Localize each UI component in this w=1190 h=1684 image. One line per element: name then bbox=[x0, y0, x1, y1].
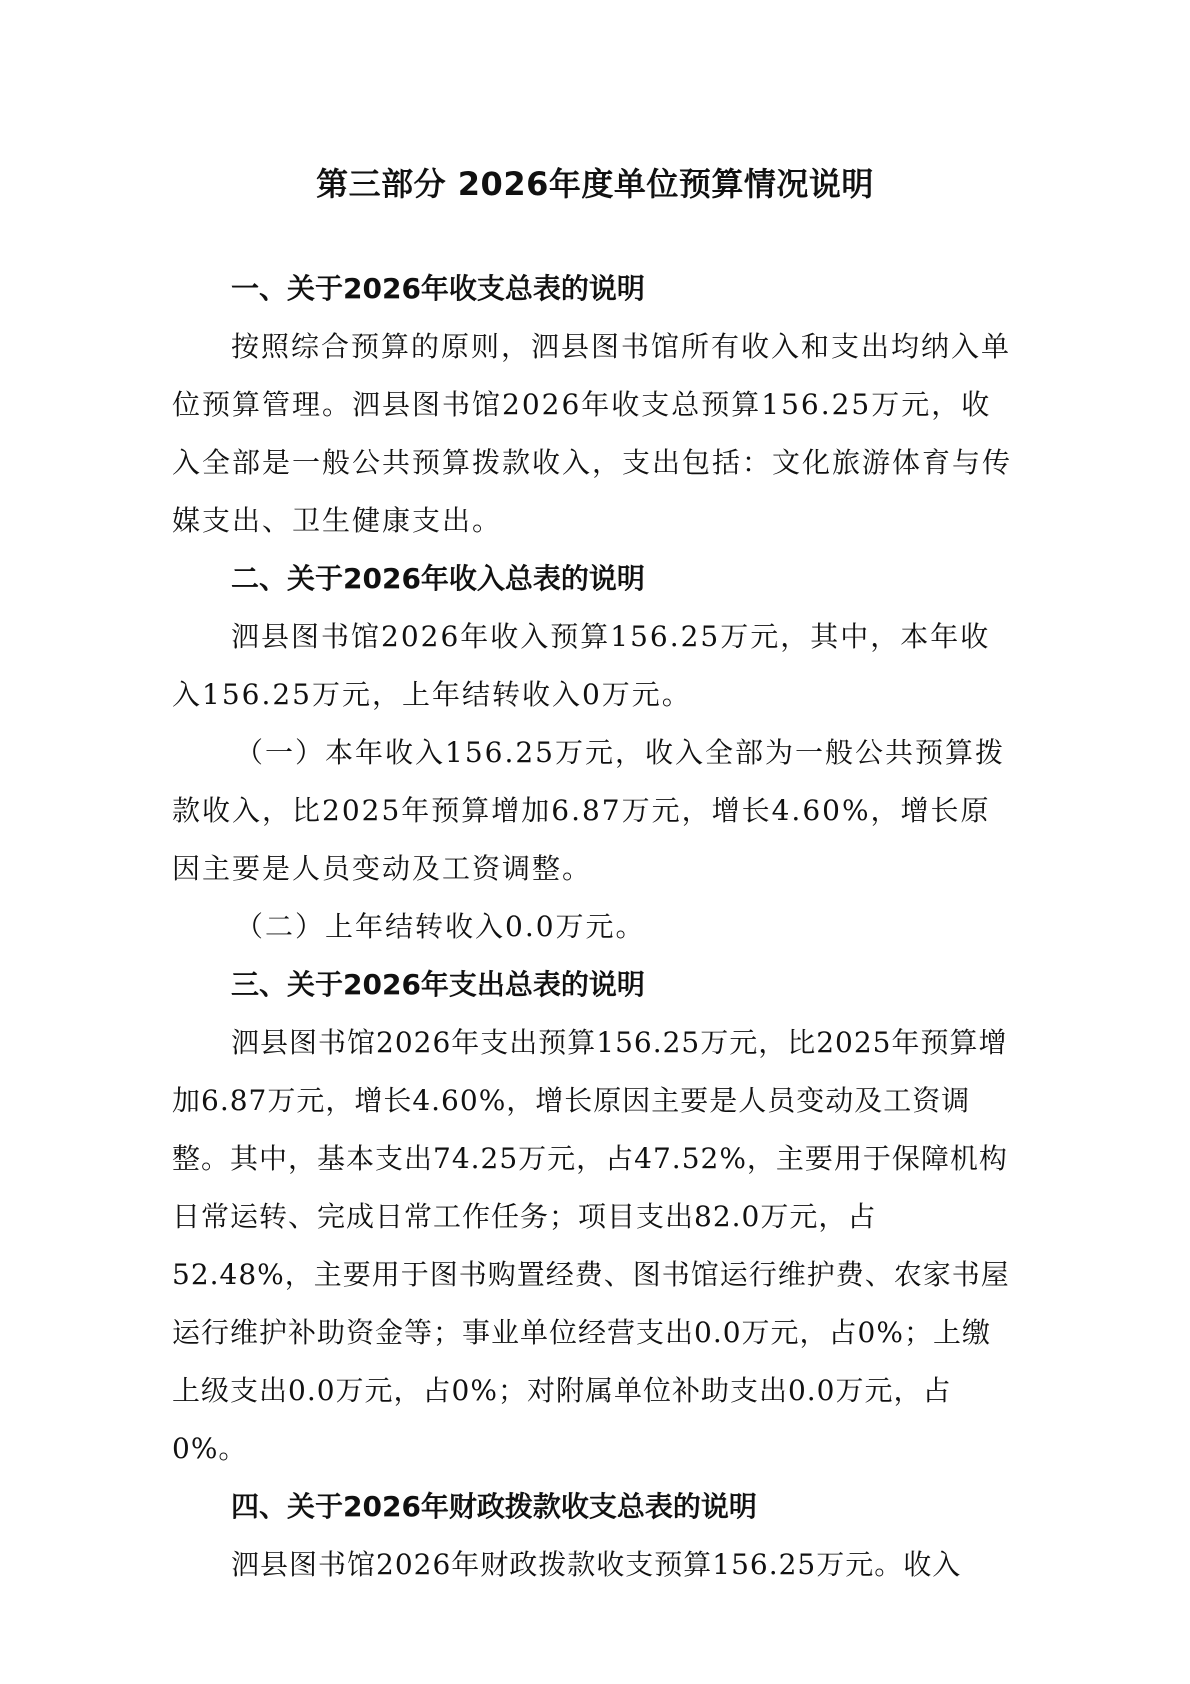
section-heading-3: 三、关于2026年支出总表的说明 bbox=[231, 968, 645, 1001]
section-3-paragraph-1: 泗县图书馆2026年支出预算156.25万元，比2025年预算增加6.87万元，增长4.60%，增长原因主要是人员变动及工资调整。其中，基本支出74.25万元，占47.52%，主要用于保障机构日常运转、完成日常工作任务；项目支出82.0万元，占52.48%，主要用于图书购置经费、图书馆运行维护费、农家书屋运行维护补助资金等；事业单位经营支出0.0万元，占0%；上缴上级支出0.0万元，占0%；对附属单位补助支出0.0万元，占0%。 bbox=[172, 1026, 1010, 1465]
page-title: 第三部分 2026年度单位预算情况说明 bbox=[316, 165, 874, 203]
section-4-paragraph-1: 泗县图书馆2026年财政拨款收支预算156.25万元。收入 bbox=[231, 1548, 962, 1581]
section-heading-2: 二、关于2026年收入总表的说明 bbox=[231, 562, 645, 595]
document-body bbox=[172, 260, 1018, 1594]
section-2-paragraph-2: （一）本年收入156.25万元，收入全部为一般公共预算拨款收入，比2025年预算增加6.87万元，增长4.60%，增长原因主要是人员变动及工资调整。 bbox=[172, 736, 1005, 885]
section-heading-1: 一、关于2026年收支总表的说明 bbox=[231, 272, 645, 305]
section-heading-4: 四、关于2026年财政拨款收支总表的说明 bbox=[231, 1490, 757, 1523]
section-1-paragraph-1: 按照综合预算的原则，泗县图书馆所有收入和支出均纳入单位预算管理。泗县图书馆2026年收支总预算156.25万元，收入全部是一般公共预算拨款收入，支出包括：文化旅游体育与传媒支出、卫生健康支出。 bbox=[172, 330, 1013, 537]
section-2-paragraph-3: （二）上年结转收入0.0万元。 bbox=[235, 910, 646, 943]
section-2-paragraph-1: 泗县图书馆2026年收入预算156.25万元，其中，本年收入156.25万元，上年结转收入0万元。 bbox=[172, 620, 991, 711]
